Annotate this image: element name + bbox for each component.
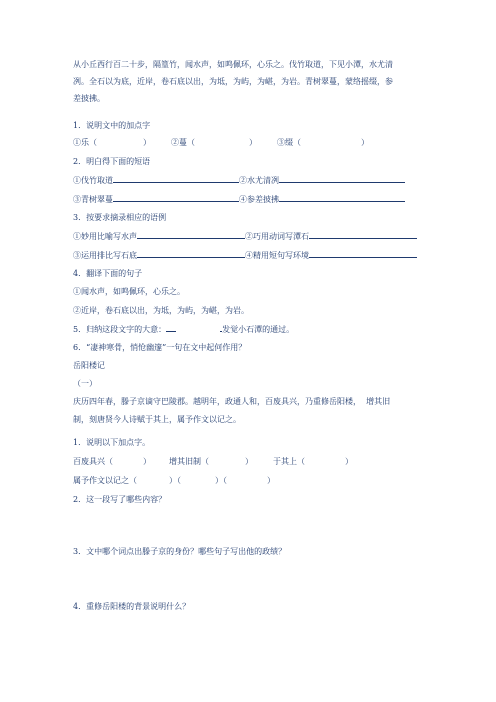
q3-item-d: ④精用短句写环境 bbox=[245, 251, 309, 260]
passage-line: 庆历四年春，滕子京谪守巴陵郡。越明年，政通人和，百废具兴，乃重修岳阳楼， 增其旧 bbox=[73, 397, 391, 406]
question-3-row-2 bbox=[73, 249, 417, 261]
passage-line: 从小丘西行百二十步，隔篁竹，闻水声，如鸣佩环，心乐之。伐竹取道，下见小潭，水尤清 bbox=[73, 60, 393, 69]
answer-blank[interactable] bbox=[137, 249, 245, 258]
q4-sentence-a: ①闻水声，如鸣佩环，心乐之。 bbox=[73, 287, 185, 296]
s2-question-4: 4．重修岳阳楼的背景说明什么？ bbox=[73, 602, 191, 611]
s2q1-item-a: 百废具兴（ bbox=[73, 457, 113, 466]
passage-line: 冽。全石以为底，近岸，卷石底以出，为坻，为屿，为嵁，为岩。青树翠蔓，蒙络摇缀，参 bbox=[73, 77, 393, 86]
q1-item-a: ①乐（ bbox=[73, 138, 97, 147]
answer-blank[interactable] bbox=[113, 174, 239, 183]
s2-question-3: 3．文中哪个词点出滕子京的身份？哪些句子写出他的政绩？ bbox=[73, 547, 287, 556]
q1-item-b-close: ） bbox=[249, 138, 257, 147]
s2q1-item-d-mid2: ）（ bbox=[215, 476, 227, 485]
q1-item-b: ②蔓（ bbox=[171, 138, 195, 147]
q3-item-a: ①妙用比喻写水声 bbox=[73, 232, 137, 241]
passage-line: 差披拂。 bbox=[73, 94, 105, 103]
q2-item-a: ①伐竹取道 bbox=[73, 176, 113, 185]
question-2-title: 2．明白得下面的短语 bbox=[73, 157, 151, 166]
s2-question-1-row-2 bbox=[73, 475, 275, 486]
answer-blank[interactable] bbox=[279, 174, 405, 183]
s2q1-item-a-close: ） bbox=[143, 457, 151, 466]
answer-blank[interactable] bbox=[279, 193, 405, 202]
s2q1-item-d: 属予作文以记之（ bbox=[73, 476, 137, 485]
answer-blank[interactable] bbox=[113, 193, 239, 202]
question-2-row-1 bbox=[73, 174, 405, 186]
question-1-items bbox=[73, 137, 369, 148]
s2q1-item-d-close: ） bbox=[267, 476, 275, 485]
q1-item-c: ③缀（ bbox=[277, 138, 301, 147]
s2q1-item-c-close: ） bbox=[345, 457, 353, 466]
answer-blank[interactable] bbox=[166, 323, 176, 332]
s2-question-1-row-1 bbox=[73, 456, 353, 467]
s2-question-1-title: 1．说明以下加点字。 bbox=[73, 438, 151, 447]
q5-suffix: 发觉小石潭的通过。 bbox=[222, 325, 295, 334]
q1-item-a-close: ） bbox=[143, 138, 151, 147]
q1-item-c-close: ） bbox=[361, 138, 369, 147]
s2q1-item-b-close: ） bbox=[245, 457, 253, 466]
s2q1-item-b: 增其旧制（ bbox=[169, 457, 209, 466]
q3-item-c: ③运用排比写石底 bbox=[73, 251, 137, 260]
section-2-title: 岳阳楼记 bbox=[73, 361, 105, 370]
s2-question-2: 2．这一段写了哪些内容？ bbox=[73, 495, 167, 504]
answer-blank[interactable] bbox=[309, 249, 417, 258]
question-3-row-1 bbox=[73, 230, 417, 242]
question-4-title: 4．翻译下面的句子 bbox=[73, 269, 143, 278]
q5-prefix: 5．归纳这段文字的大意： bbox=[73, 325, 167, 334]
passage-line: 制，刻唐贤今人诗赋于其上，属予作文以记之。 bbox=[73, 415, 241, 424]
s2q1-item-d-mid1: ）（ bbox=[169, 476, 181, 485]
q2-item-c: ③青树翠蔓 bbox=[73, 195, 113, 204]
question-3-title: 3．按要求摘录相应的语例 bbox=[73, 213, 167, 222]
section-2-subtitle: （一） bbox=[73, 379, 97, 388]
question-2-row-2 bbox=[73, 193, 405, 205]
question-5 bbox=[73, 323, 294, 335]
answer-blank[interactable] bbox=[137, 230, 245, 239]
q4-sentence-b: ②近岸，卷石底以出，为坻，为屿，为嵁，为岩。 bbox=[73, 306, 249, 315]
answer-blank[interactable] bbox=[309, 230, 417, 239]
q3-item-b: ②巧用动词写潭石 bbox=[245, 232, 309, 241]
question-6: 6．“凄神寒骨，悄怆幽邃”一句在文中起何作用？ bbox=[73, 343, 247, 352]
q2-item-b: ②水尤清冽 bbox=[239, 176, 279, 185]
s2q1-item-c: 于其上（ bbox=[273, 457, 305, 466]
q2-item-d: ④参差披拂 bbox=[239, 195, 279, 204]
question-1-title: 1．说明文中的加点字 bbox=[73, 121, 151, 130]
